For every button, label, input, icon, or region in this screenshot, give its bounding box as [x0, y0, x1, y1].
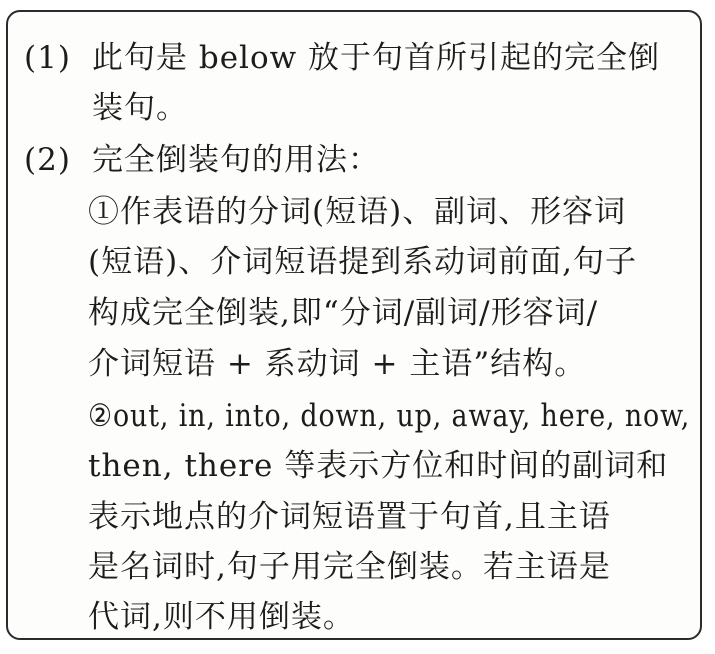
rule-2-line-1: ②out, in, into, down, up, away, here, now,: [88, 398, 691, 434]
item-2-heading: 完全倒装句的用法：: [92, 142, 380, 178]
item-1-text-line-1: 此句是 below 放于句首所引起的完全倒: [92, 40, 661, 76]
rule-2-line-3: 表示地点的介词短语置于句首,且主语: [88, 499, 611, 535]
item-1-text-line-2: 装句。: [92, 90, 188, 126]
rule-1-line-3: 构成完全倒装,即“分词/副词/形容词/: [88, 295, 599, 331]
rule-2-line-5: 代词,则不用倒装。: [88, 599, 355, 635]
rule-2-line-4: 是名词时,句子用完全倒装。若主语是: [88, 549, 611, 585]
item-1-marker: (1): [24, 40, 71, 76]
rule-1-line-2: (短语)、介词短语提到系动词前面,句子: [88, 244, 638, 280]
rule-1-line-1: ①作表语的分词(短语)、副词、形容词: [88, 194, 627, 230]
grammar-note-box: [6, 10, 702, 640]
rule-1-line-4: 介词短语 + 系动词 + 主语”结构。: [88, 346, 587, 382]
item-2-marker: (2): [24, 142, 71, 178]
rule-2-line-2: then, there 等表示方位和时间的副词和: [88, 448, 669, 484]
